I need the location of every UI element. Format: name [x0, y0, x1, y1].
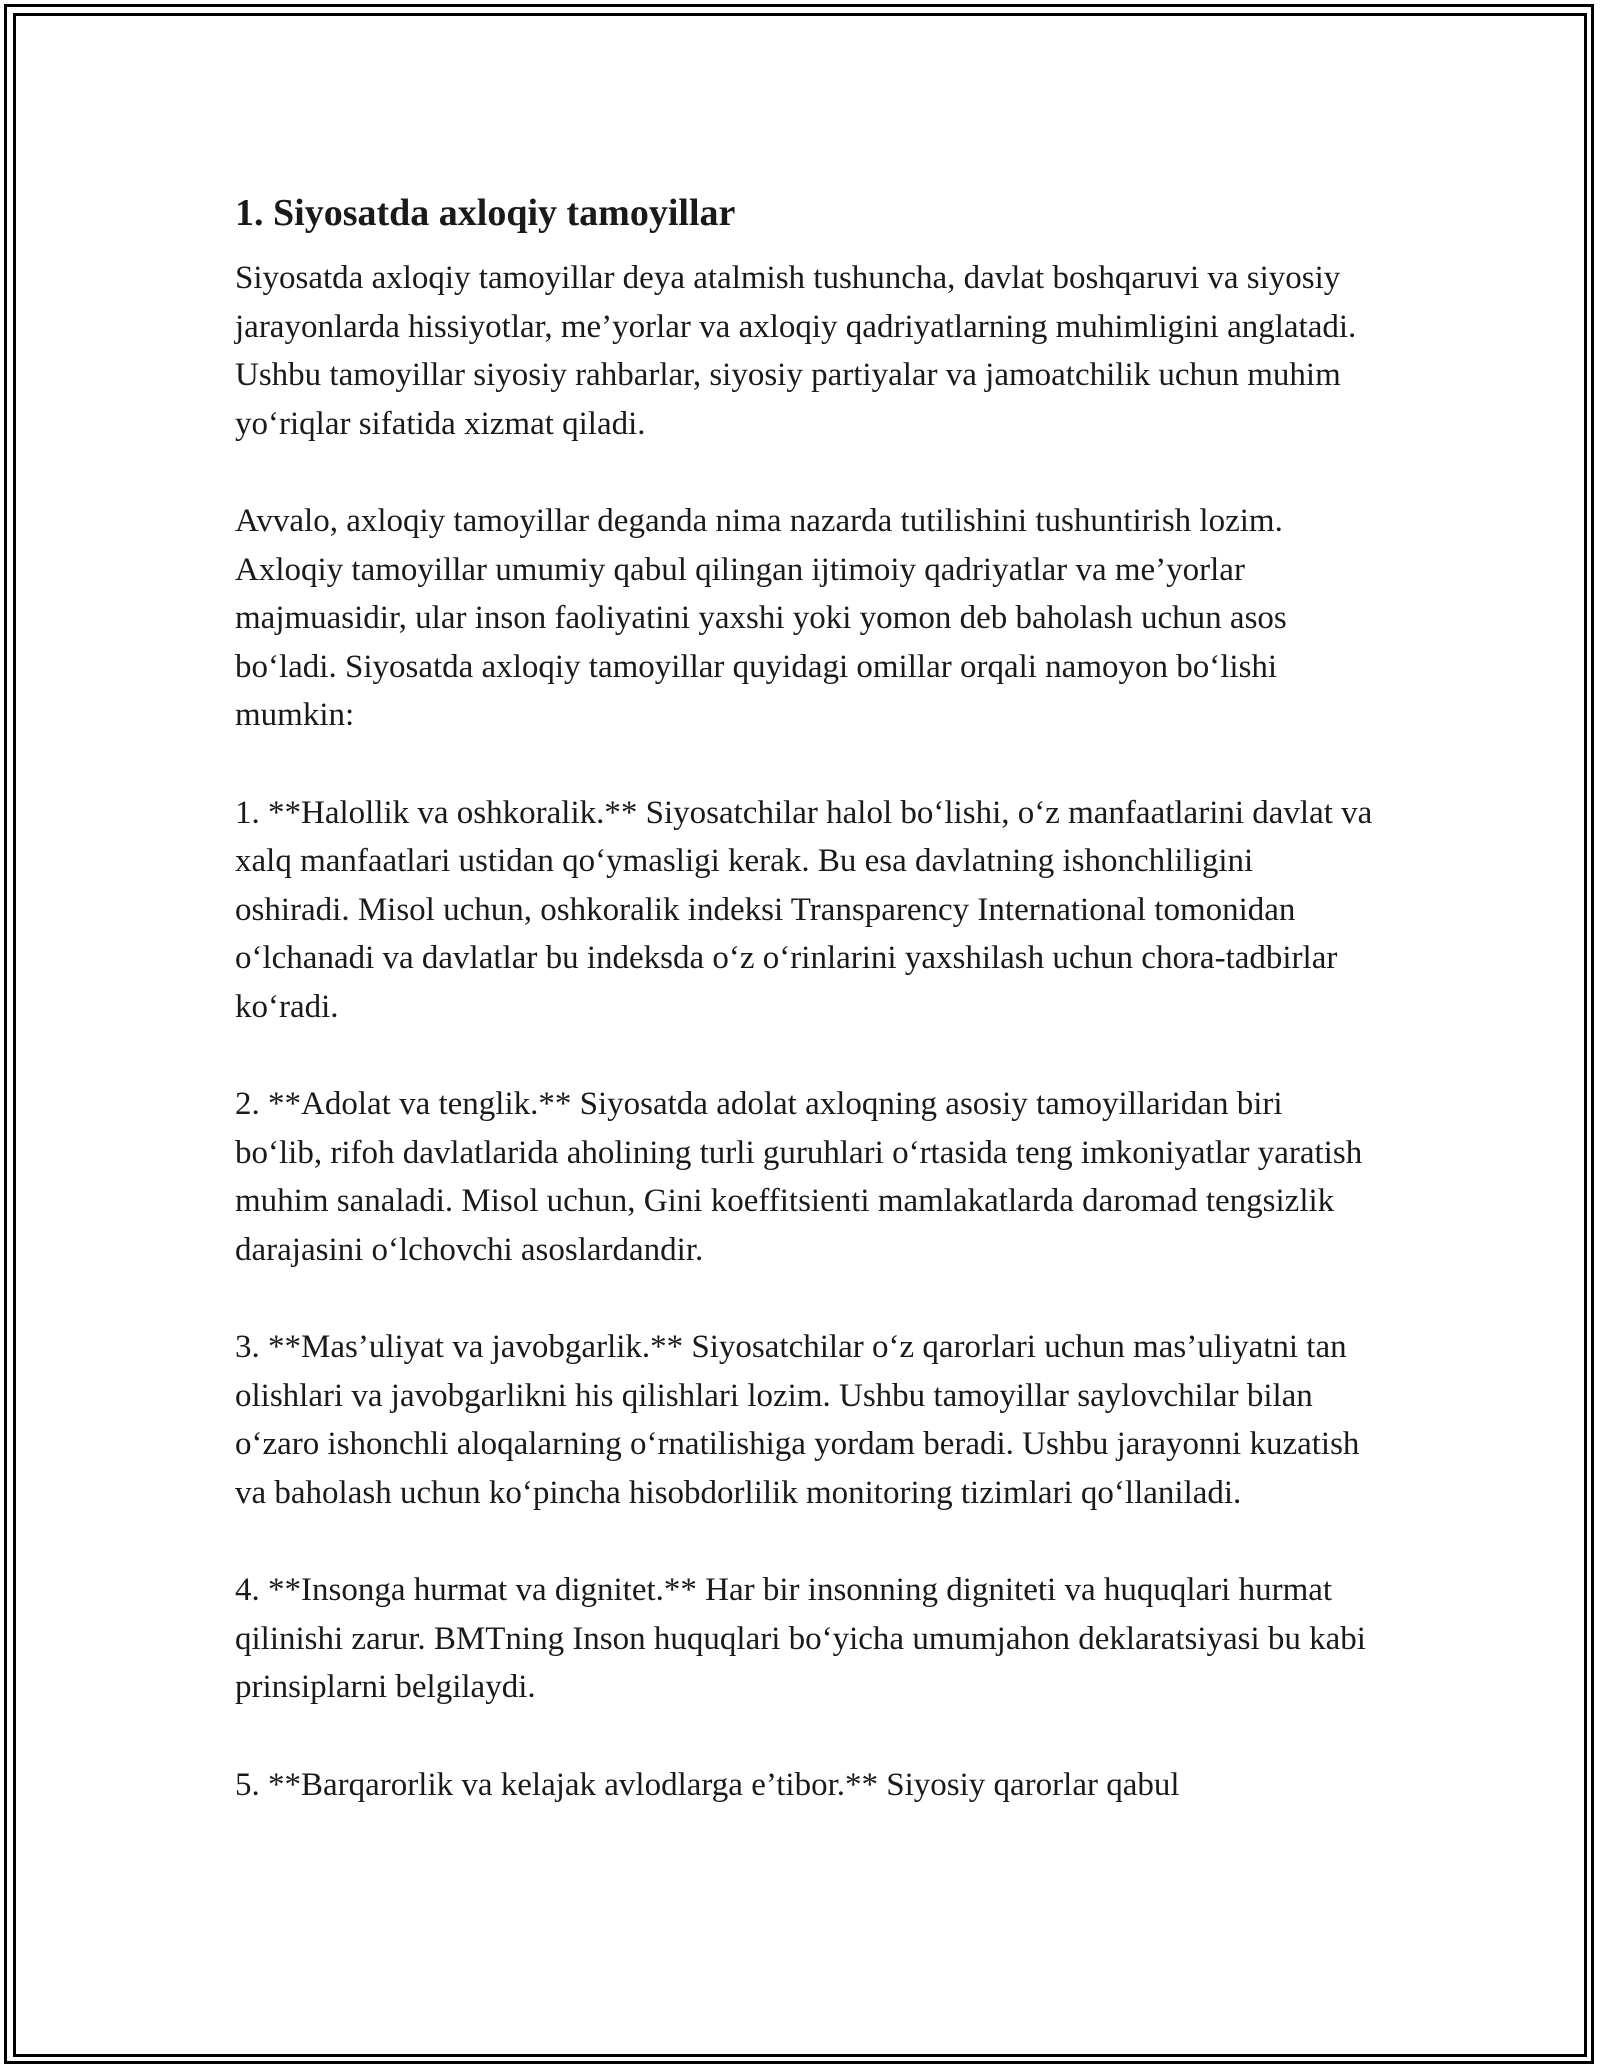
intro-paragraph: Siyosatda axloqiy tamoyillar deya atalmish tushuncha, davlat boshqaruvi va siyosiy jarayonlarda hissiyotlar, me’yorlar va axloqiy qadriyatlarning muhimligini anglatadi. Ushbu tamoyillar siyosiy rahbarlar, siyosiy partiyalar va jamoatchilik uchun muhim yo‘riqlar sifatida xizmat qiladi. [235, 260, 1357, 442]
list-item-sustainability: 5. **Barqarorlik va kelajak avlodlarga e’tibor.** Siyosiy qarorlar qabul [235, 1766, 1180, 1803]
list-item-justice: 2. **Adolat va tenglik.** Siyosatda adolat axloqning asosiy tamoyillaridan biri bo‘lib, rifoh davlatlarida aholining turli guruhlari o‘rtasida teng imkoniyatlar yaratish muhim sanaladi. Misol uchun, Gini koeffitsienti mamlakatlarda daromad tengsizlik darajasini o‘lchovchi asoslardandir. [235, 1086, 1363, 1268]
definition-paragraph: Avvalo, axloqiy tamoyillar deganda nima nazarda tutilishini tushuntirish lozim. Axloqiy tamoyillar umumiy qabul qilingan ijtimoiy qadriyatlar va me’yorlar majmuasidir, ular inson faoliyatini yaxshi yoki yomon deb baholash uchun asos bo‘ladi. Siyosatda axloqiy tamoyillar quyidagi omillar orqali namoyon bo‘lishi mumkin: [235, 503, 1287, 733]
list-item-dignity: 4. **Insonga hurmat va dignitet.** Har bir insonning digniteti va huquqlari hurmat qilinishi zarur. BMTning Inson huquqlari bo‘yicha umumjahon deklaratsiyasi bu kabi prinsiplarni belgilaydi. [235, 1572, 1366, 1705]
list-item-responsibility: 3. **Mas’uliyat va javobgarlik.** Siyosatchilar o‘z qarorlari uchun mas’uliyatni tan olishlari va javobgarlikni his qilishlari lozim. Ushbu tamoyillar saylovchilar bilan o‘zaro ishonchli aloqalarning o‘rnatilishiga yordam beradi. Ushbu jarayonni kuzatish va baholash uchun ko‘pincha hisobdorlilik monitoring tizimlari qo‘llaniladi. [235, 1329, 1360, 1511]
section-heading: 1. Siyosatda axloqiy tamoyillar [235, 192, 736, 234]
document-body [235, 186, 1375, 1858]
list-item-honesty: 1. **Halollik va oshkoralik.** Siyosatchilar halol bo‘lishi, o‘z manfaatlarini davlat va xalq manfaatlari ustidan qo‘ymasligi kerak. Bu esa davlatning ishonchliligini oshiradi. Misol uchun, oshkoralik indeksi Transparency International tomonidan o‘lchanadi va davlatlar bu indeksda o‘z o‘rinlarini yaxshilash uchun chora-tadbirlar ko‘radi. [235, 794, 1373, 1025]
